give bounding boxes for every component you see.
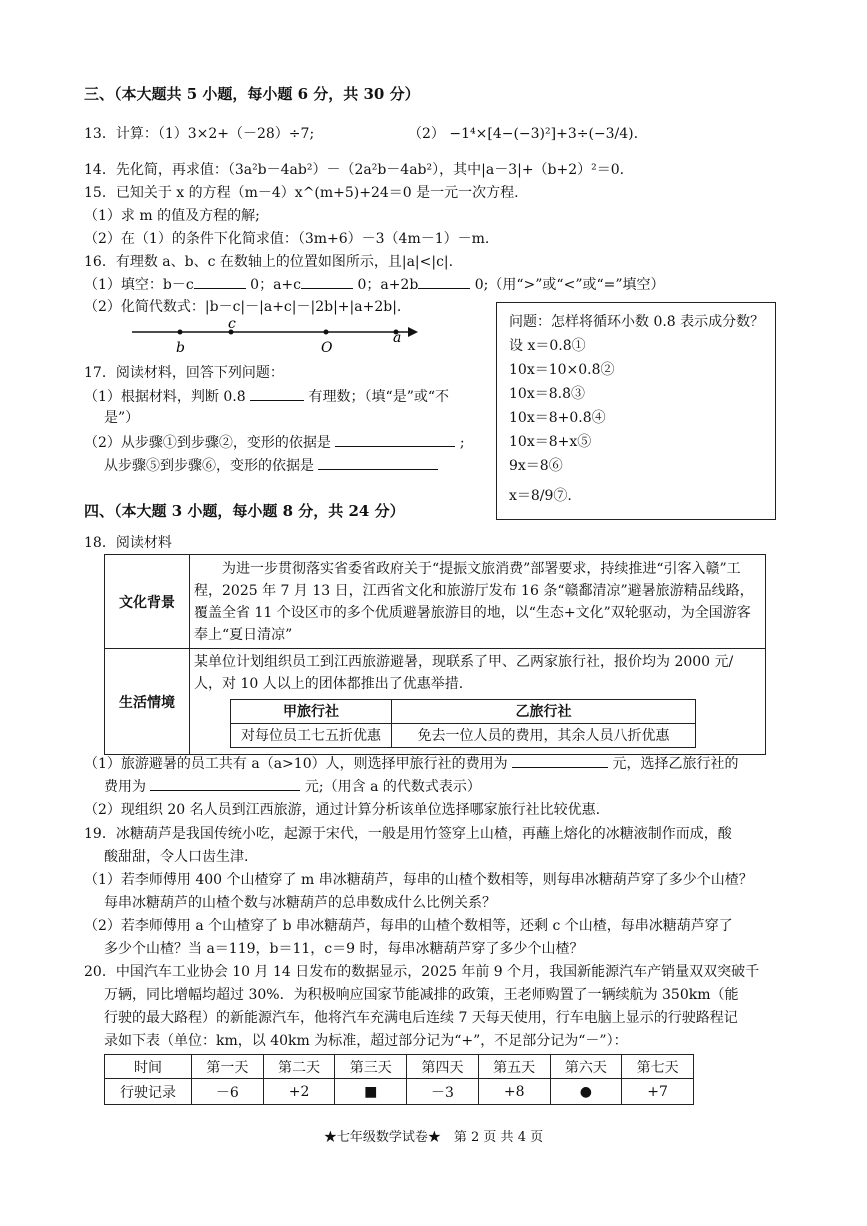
q17-sub1-b: 有理数；（填“是”或“不 [308,389,450,405]
answer-blank[interactable] [418,274,470,289]
box-step-3: 10x＝8.8̇③ [509,386,585,402]
q14-text: 14．先化简，再求值：（3a²b－4ab²）－（2a²b－4ab²），其中|a－3|+（b+2）²＝0. [84,162,625,178]
answer-blank[interactable] [318,455,438,470]
record-day-7: +7 [622,1079,694,1105]
label-origin: O [321,340,333,356]
q13-part2-expr: −1⁴×[4−(−3)²]+3÷(−3/4). [449,126,639,142]
label-c: c [228,320,236,332]
q19-line6: 多少个山楂？当 a＝119，b＝11，c＝9 时，每串冰糖葫芦穿了多少个山楂？ [104,941,584,957]
q19-line5: （2）若李师傅用 a 个山楂穿了 b 串冰糖葫芦，每串的山楂个数相等，还剩 c 个山楂，每串冰糖葫芦穿了 [84,918,733,934]
box-step-1: 设 x＝0.8̇① [509,338,586,354]
section-three-heading: 三、（本大题共 5 小题，每小题 6 分，共 30 分） [84,85,420,103]
q17-stem: 17．阅读材料，回答下列问题： [84,365,284,381]
q19-line3: （1）若李师傅用 400 个山楂穿了 m 串冰糖葫芦，每串的山楂个数相等，则每串冰糖葫芦穿了多少个山楂？ [84,872,753,888]
q19-line1: 19．冰糖葫芦是我国传统小吃，起源于宋代，一般是用竹签穿上山楂，再蘸上熔化的冰糖液制作而成，酸 [84,826,732,842]
q17-sub1-cont: 是”） [104,410,140,426]
point-origin [324,330,329,335]
record-day-4: －3 [407,1079,479,1105]
section-four-heading: 四、（本大题 3 小题，每小题 8 分，共 24 分） [84,502,405,520]
label-a: a [393,330,402,346]
answer-blank[interactable] [512,753,608,768]
recurring-decimal-box [496,302,776,520]
q17-sub2-a-text: （2）从步骤①到步骤②，变形的依据是 [84,435,331,451]
header-day-7: 第七天 [622,1055,694,1079]
q17-sub2-b [104,455,438,476]
q17-sub2-a: （2）从步骤①到步骤②，变形的依据是 ; [84,432,465,453]
box-step-2: 10x＝10×0.8̇② [509,362,615,378]
q16-sub2: （2）化简代数式：|b－c|－|a+c|－|2b|+|a+2b|. [84,299,402,315]
q18-sub1-cont [104,776,481,797]
q17-sub2-b-text: 从步骤⑤到步骤⑥，变形的依据是 [104,458,314,474]
q20-line3: 行驶的最大路程）的新能源汽车，他将汽车充满电后连续 7 天每天使用，行车电脑上显示的行驶路程记 [104,1010,738,1026]
q13-part1: 13．计算：（1）3×2+（－28）÷7; [84,126,315,142]
q16-sub1 [84,274,665,295]
header-day-1: 第一天 [192,1055,264,1079]
q16-sub1-a: （1）填空：b－c [84,277,194,293]
header-day-3: 第三天 [335,1055,407,1079]
q15-stem: 15．已知关于 x 的方程（m－4）x^(m+5)+24＝0 是一元一次方程. [84,185,519,201]
number-line [128,320,428,356]
agency-a: 甲旅行社 [231,700,392,724]
life-text: 某单位计划组织员工到江西旅游避暑，现联系了甲、乙两家旅行社，报价均为 2000 元/人，对 10 人以上的团体都推出了优惠举措. [194,654,734,692]
record-day-3: ■ [335,1079,407,1105]
point-b [178,330,183,335]
life-title: 生活情境 [105,649,190,755]
q17-sub1 [84,386,449,407]
q18-material-table [104,554,766,755]
page-footer: ★七年级数学试卷★ 第 2 页 共 4 页 [323,1130,544,1145]
header-day-2: 第二天 [263,1055,335,1079]
q18-sub2: （2）现组织 20 名人员到江西旅游，通过计算分析该单位选择哪家旅行社比较优惠. [84,802,601,818]
answer-blank[interactable] [194,274,246,289]
agency-table [230,699,696,748]
q18-sub1 [84,753,739,774]
header-day-5: 第五天 [478,1055,550,1079]
row-label: 行驶记录 [105,1079,192,1105]
q19-line4: 每串冰糖葫芦的山楂个数与冰糖葫芦的总串数成什么比例关系？ [104,895,496,911]
record-day-6: ● [550,1079,622,1105]
box-title: 问题：怎样将循环小数 0.8̇ 表示成分数？ [509,314,765,330]
q19-line2: 酸甜甜，令人口齿生津. [104,849,249,865]
q18-label: 18．阅读材料 [84,535,172,551]
record-day-2: +2 [263,1079,335,1105]
q18-sub1-b: 元，选择乙旅行社的 [612,756,739,772]
q16-sub1-b: 0；a+c [250,277,301,293]
record-day-1: －6 [192,1079,264,1105]
answer-blank[interactable] [150,776,300,791]
box-step-4: 10x＝8+0.8̇④ [509,410,606,426]
answer-blank[interactable] [335,432,455,447]
box-step-7: x＝8/9⑦. [509,488,572,504]
q16-sub1-c: 0；a+2b [357,277,419,293]
q20-line4: 录如下表（单位：km，以 40km 为标准，超过部分记为“+”，不足部分记为“－”）： [104,1033,628,1049]
q17-sub1-a: （1）根据材料，判断 0.8̇ [84,389,246,405]
bg-title: 文化背景 [105,555,190,649]
q15-sub1: （1）求 m 的值及方程的解; [84,208,260,224]
driving-record-table [104,1054,694,1105]
life-cell [190,649,766,755]
label-b: b [176,340,185,356]
header-time: 时间 [105,1055,192,1079]
offer-b: 免去一位人员的费用，其余人员八折优惠 [392,724,696,748]
agency-b: 乙旅行社 [392,700,696,724]
bg-text: 为进一步贯彻落实省委省政府关于“提振文旅消费”部署要求，持续推进“引客入赣”工程，2025 年 7 月 13 日，江西省文化和旅游厅发布 16 条“赣鄱清凉”避暑旅游精品线路，覆盖全省 11 个设区市的多个优质避暑旅游目的地，以“生态+文化”双轮驱动，为全国游客奉上“夏日清凉” [190,555,766,649]
header-day-6: 第六天 [550,1055,622,1079]
q18-sub1-a: （1）旅游避暑的员工共有 a（a>10）人，则选择甲旅行社的费用为 [84,756,508,772]
q13-part2-label: （2） [408,126,445,142]
q20-line2: 万辆，同比增幅均超过 30%．为积极响应国家节能减排的政策，王老师购置了一辆续航为 350km（能 [104,987,739,1003]
record-day-5: +8 [478,1079,550,1105]
q16-stem: 16．有理数 a、b、c 在数轴上的位置如图所示，且|a|<|c|. [84,254,454,270]
box-step-5: 10x＝8+x⑤ [509,434,592,450]
offer-a: 对每位员工七五折优惠 [231,724,392,748]
q13-part2 [408,124,638,144]
answer-blank[interactable] [250,386,304,401]
q16-sub1-d: 0;（用“>”或“<”或“=”填空） [474,277,665,293]
q18-sub1-d: 元;（用含 a 的代数式表示） [304,779,481,795]
q15-sub2: （2）在（1）的条件下化简求值：（3m+6）－3（4m－1）－m. [84,231,490,247]
header-day-4: 第四天 [407,1055,479,1079]
answer-blank[interactable] [301,274,353,289]
box-step-6: 9x＝8⑥ [509,458,563,474]
q18-sub1-c: 费用为 [104,779,146,795]
q20-line1: 20．中国汽车工业协会 10 月 14 日发布的数据显示，2025 年前 9 个月，我国新能源汽车产销量双双突破千 [84,964,760,980]
